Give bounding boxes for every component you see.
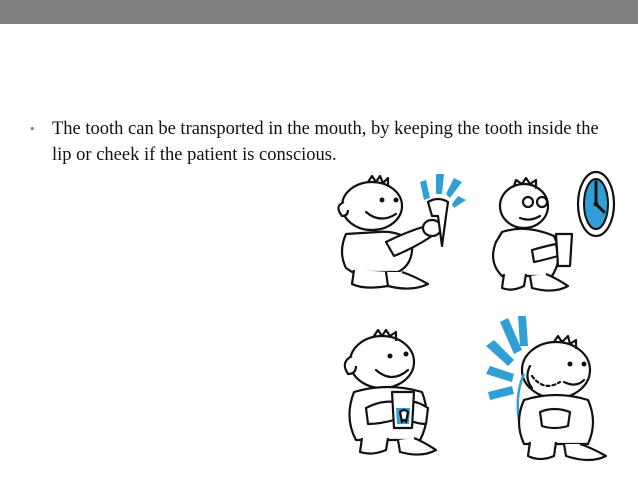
- bullet-marker: •: [30, 121, 35, 136]
- slide-top-bar: [0, 0, 638, 24]
- cartoon-person-holding-glass-icon: [336, 328, 472, 460]
- bullet-item: [28, 116, 608, 168]
- cartoon-person-holding-tooth-icon: [328, 172, 468, 292]
- cartoon-person-with-glass-and-clock-icon: [482, 162, 618, 294]
- cartoon-person-tooth-in-cheek-icon: [484, 316, 624, 466]
- bullet-text: The tooth can be transported in the mouth, by keeping the tooth inside the lip or cheek if the patient is conscious.: [52, 119, 599, 165]
